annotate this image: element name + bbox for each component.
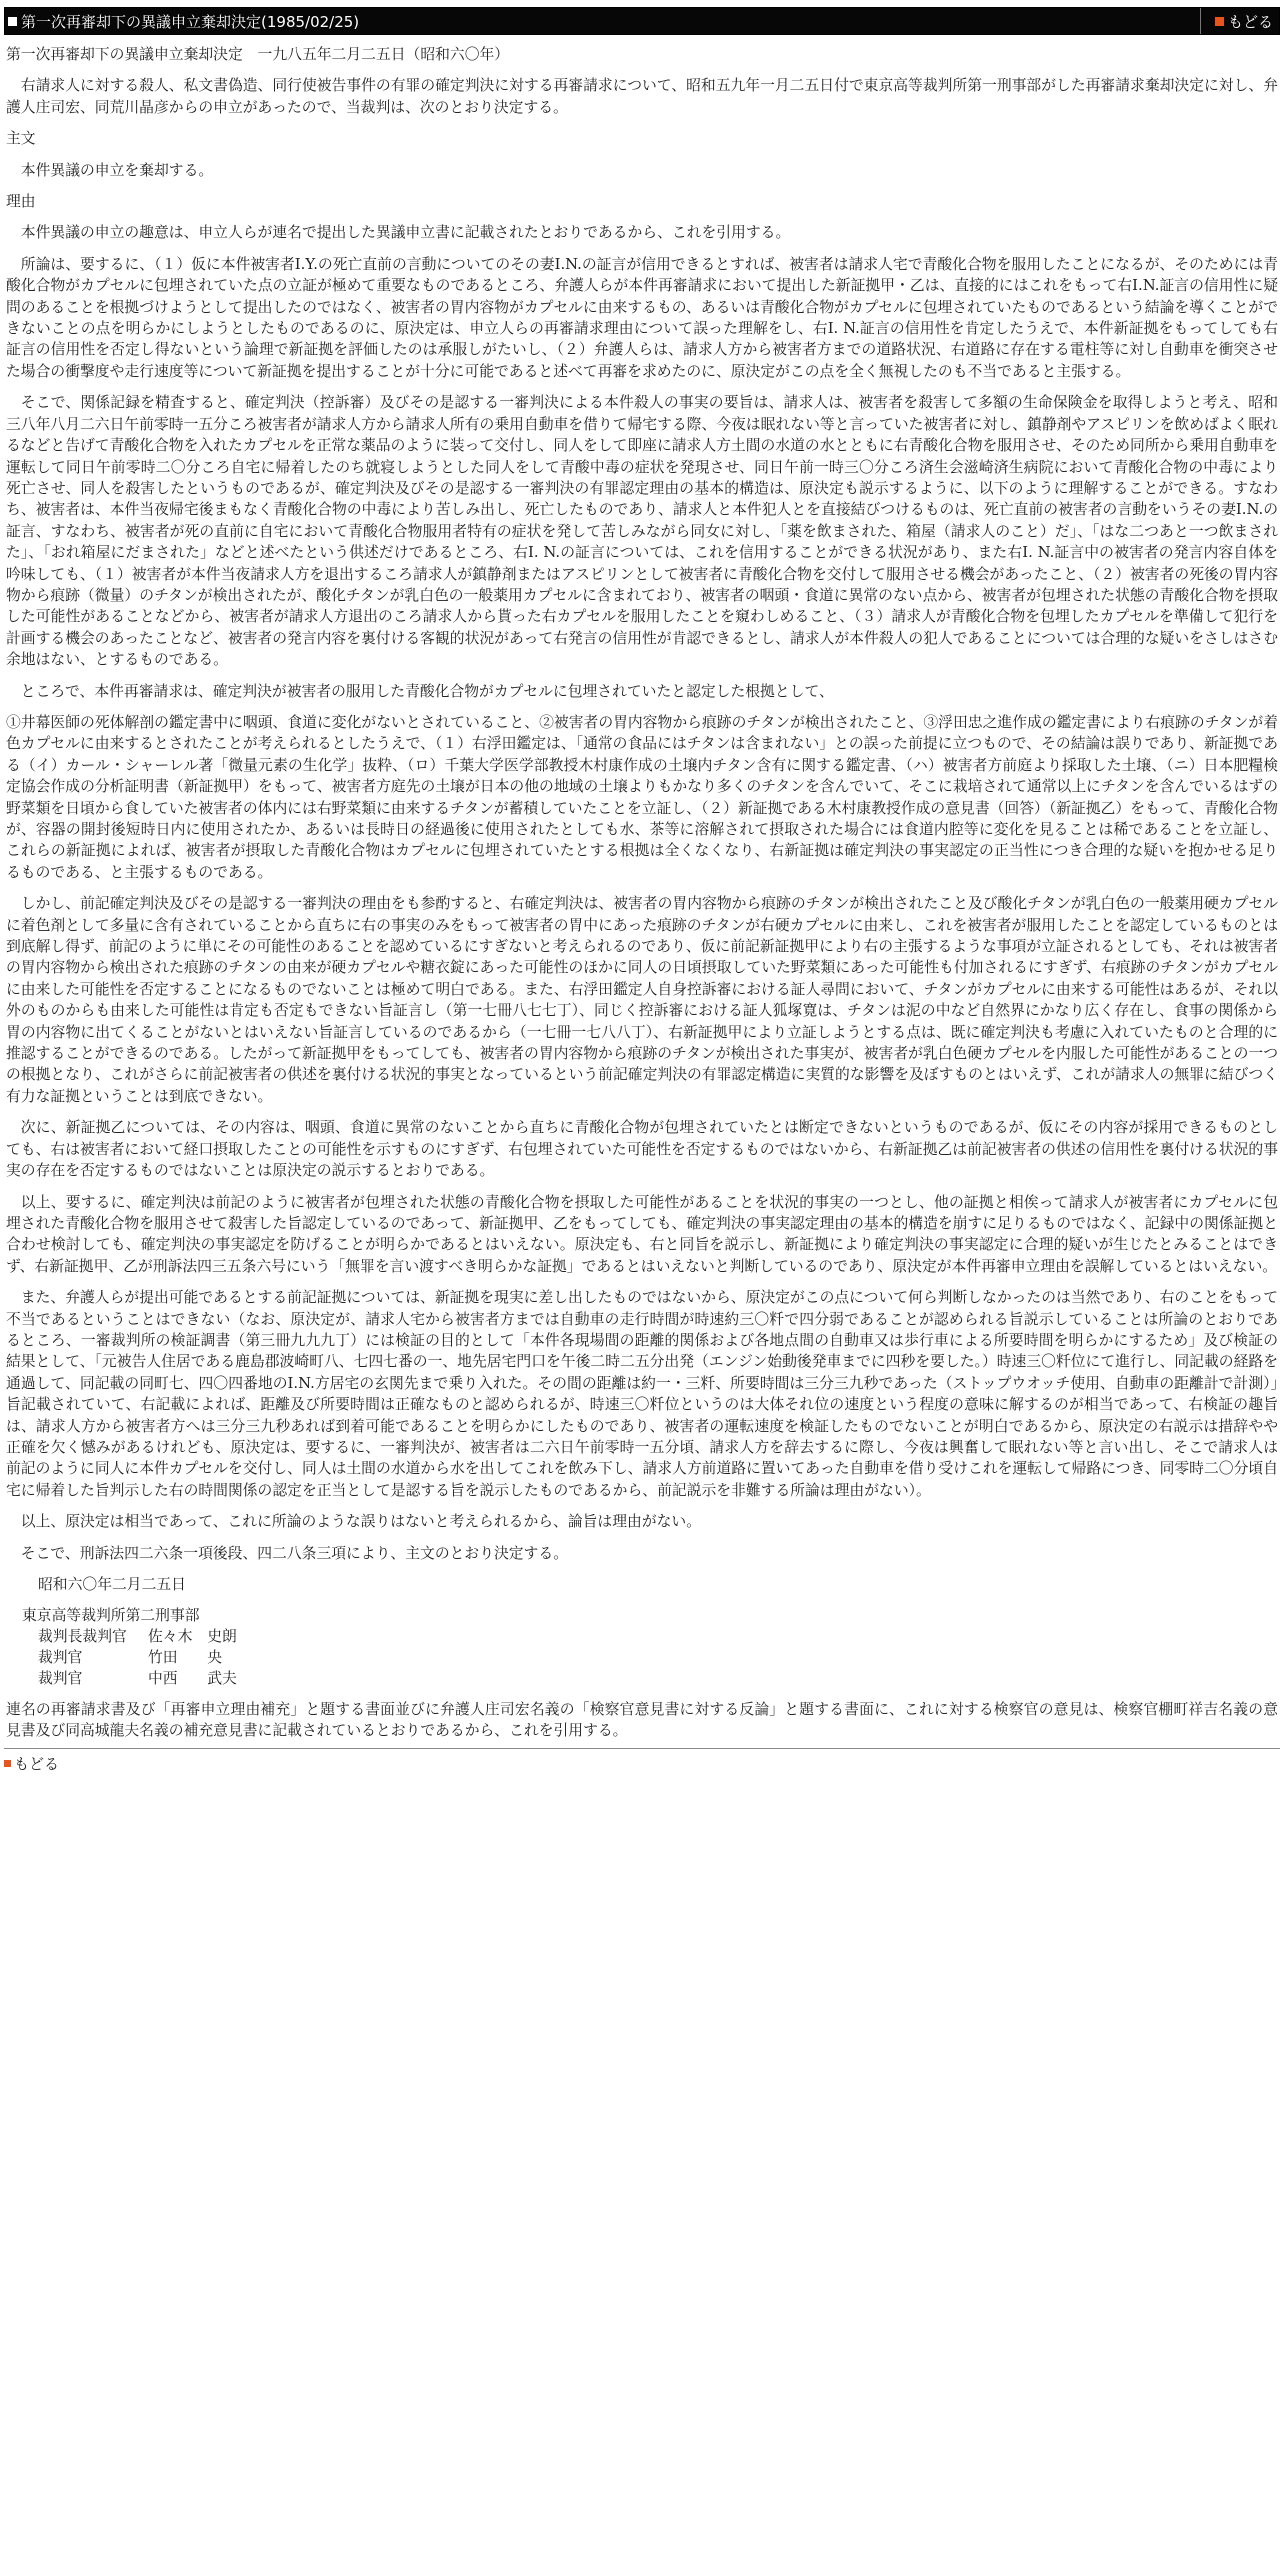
back-link-label[interactable]: もどる: [1227, 12, 1273, 31]
judge-row: [38, 1626, 1278, 1647]
judge-role: 裁判官: [38, 1649, 83, 1666]
reason-paragraph: 本件異議の申立の趣意は、申立人らが連名で提出した異議申立書に記載されたとおりであるから、これを引用する。: [20, 224, 791, 242]
main-text: 本件異議の申立を棄却する。: [20, 161, 214, 179]
judge-role: 裁判長裁判官: [38, 1628, 127, 1645]
back-link-label[interactable]: もどる: [14, 1754, 60, 1773]
preamble-paragraph: 右請求人に対する殺人、私文書偽造、同行使被告事件の有罪の確定判決に対する再審請求について、昭和五九年一月二五日付で東京高等裁判所第一刑事部がした再審請求棄却決定に対し、弁護人庄司宏、同荒川晶彦からの申立があったので、当裁判は、次のとおり決定する。: [6, 77, 1278, 116]
reason-paragraph: 次に、新証拠乙については、その内容は、咽頭、食道に異常のないことから直ちに青酸化合物が包埋されていたとは断定できないというものであるが、仮にその内容が採用できるものとしても、右は被害者において経口摂取したことの可能性を示すものにすぎず、右包埋されていた可能性を否定するものではないから、右新証拠乙は前記被害者の供述の信用性を裏付ける状況的事実の存在を否定するものではないことは原決定の説示するとおりである。: [6, 1119, 1278, 1180]
reason-paragraph: しかし、前記確定判決及びその是認する一審判決の理由をも参酌すると、右確定判決は、被害者の胃内容物から痕跡のチタンが検出されたこと及び酸化チタンが乳白色の一般薬用硬カプセルに着色剤として多量に含有されていることから直ちに右の事実のみをもって被害者の胃中にあった痕跡のチタンが右硬カプセルに由来し、これを被害者が服用したことを認定しているものとは到底解し得ず、前記のように単にその可能性のあることを認めているにすぎないと考えられるのであり、仮に前記新証拠甲により右の主張するような事項が立証されるとしても、それは被害者の胃内容物から検出された痕跡のチタンの由来が硬カプセルや糖衣錠にあった可能性のほかに同人の日頃摂取していた野菜類にあった可能性も付加されるにすぎず、右痕跡のチタンがカプセルに由来した可能性を否定することになるものでないことは極めて明白である。また、右浮田鑑定人自身控訴審における証人尋問において、チタンがカプセルに由来する可能性はあるが、それ以外のものからも由来した可能性は肯定も否定もできない旨証言し（第一七冊八七七丁）、同じく控訴審における証人狐塚寛は、チタンは泥の中など自然界にかなり広く存在し、食事の関係から胃の内容物に出てくることがないとはいえない旨証言しているのであるから（一七冊一七八八丁）、右新証拠甲により立証しようとする点は、既に確定判決も考慮に入れていたものと合理的に推認することができるのである。したがって新証拠甲をもってしても、被害者の胃内容物から痕跡のチタンが検出された事実が、被害者が乳白色硬カプセルを内服した可能性があることの一つの根拠となり、これがさらに前記被害者の供述を裏付ける状況的事実となっているという前記確定判決の有罪認定構造に実質的な影響を及ぼすものとはいえず、これが請求人の無罪に結びつく有力な証拠ということは到底できない。: [6, 895, 1278, 1105]
reason-paragraph: そこで、刑訴法四二六条一項後段、四二八条三項により、主文のとおり決定する。: [20, 1544, 568, 1562]
square-bullet-icon: [4, 1760, 11, 1767]
title-area: [5, 11, 359, 32]
title-bar: [4, 7, 1280, 35]
reason-paragraph: そこで、関係記録を精査すると、確定判決（控訴審）及びその是認する一審判決による本件殺人の事実の要旨は、請求人は、被害者を殺害して多額の生命保険金を取得しようと考え、昭和三八年八月二六日午前零時一五分ころ被害者が請求人方から請求人所有の乗用自動車を借りて帰宅する際、今夜は眠れない等と言っていた被害者に対し、鎮静剤やアスピリンを飲めばよく眠れるなどと告げて青酸化合物を入れたカプセルを正常な薬品のように装って交付し、同人をして即座に請求人方土間の水道の水とともに右青酸化合物を服用させ、そのため同所から乗用自動車を運転して同日午前零時二〇分ころ自宅に帰着したのち就寝しようとした同人をして青酸中毒の症状を発現させ、同日午前一時三〇分ころ済生会滋崎済生病院において青酸化合物の中毒により死亡させ、同人を殺害したというものであるが、確定判決及びその是認する一審判決の有罪認定理由の基本的構造は、原決定も説示するように、以下のように理解することができる。すなわち、被害者は、本件当夜帰宅後まもなく青酸化合物の中毒により苦しみ出し、死亡したものであり、請求人と本件犯人とを直接結びつけるものは、死亡直前の被害者の言動をいうその妻I.N.の証言、すなわち、被害者が死の直前に自宅において青酸化合物服用者特有の症状を発して苦しみながら同女に対し、「薬を飲まされた、箱屋（請求人のこと）だ」、「はな二つあと一つ飲まされた」、「おれ箱屋にだまされた」などと述べたという供述だけであるところ、右I. N.の証言については、これを信用することができる状況があり、また右I. N.証言中の被害者の発言内容自体を吟味しても、（１）被害者が本件当夜請求人方を退出するころ請求人が鎮静剤またはアスピリンとして被害者に青酸化合物を交付して服用させる機会があったこと、（２）被害者の死後の胃内容物から痕跡（微量）のチタンが検出されたが、酸化チタンが乳白色の一般薬用カプセルに含まれており、被害者の咽頭・食道に異常のない点から、被害者が包埋された状態の青酸化合物を摂取した可能性があることなどから、被害者が請求人方退出のころ請求人から貰った右カプセルを服用したことを窺わしめること、（３）請求人が青酸化合物を包埋したカプセルを準備して犯行を計画する機会のあったことなど、被害者の発言内容を裏付ける客観的状況があって右発言の信用性が肯認できるとし、請求人が本件殺人の犯人であることについては合理的な疑いをさしはさむ余地はない、とするものである。: [6, 394, 1278, 669]
judge-row: [38, 1647, 1278, 1668]
final-note: 連名の再審請求書及び「再審申立理由補充」と題する書面並びに弁護人庄司宏名義の「検察官意見書に対する反論」と題する書面に、これに対する検察官の意見は、検察官棚町祥吉名義の意見書及び同高城龍夫名義の補充意見書に記載されているとおりであるから、これを引用する。: [6, 1701, 1278, 1740]
back-link-bottom[interactable]: [4, 1753, 1280, 1774]
judge-role: 裁判官: [38, 1670, 83, 1687]
judge-row: [38, 1668, 1278, 1689]
judge-name: 佐々木 史朗: [148, 1628, 237, 1645]
judge-list: [6, 1626, 1278, 1689]
judge-name: 竹田 央: [148, 1649, 222, 1666]
reason-paragraph: また、弁護人らが提出可能であるとする前記証拠については、新証拠を現実に差し出したものではないから、原決定がこの点について何ら判断しなかったのは当然であり、右のことをもって不当であるということはできない（なお、原決定が、請求人宅から被害者方までは自動車の走行時間が時速約三〇粁で四分弱であることが認められる旨説示していることは所論のとおりであるところ、一審裁判所の検証調書（第三冊九九九丁）には検証の目的として「本件各現場間の距離的関係および各地点間の自動車又は歩行車による所要時間を明らかにするため」及び検証の結果として、「元被告人住居である鹿島郡波崎町八、七四七番の一、地先居宅門口を午後二時二五分出発（エンジン始動後発車までに四秒を要した。）時速三〇粁位にて進行し、同記載の経路を通過して、同記載の同町七、四〇四番地のI.N.方居宅の玄関先まで乗り入れた。その間の距離は約一・三粁、所要時間は三分三九秒であった（ストップウオッチ使用、自動車の距離計で計測）」旨記載されていて、右記載によれば、距離及び所要時間は正確なものと認められるが、時速三〇粁位というのは大体それ位の速度という程度の意味に解するのが相当であって、右検証の趣旨は、請求人方から被害者方へは三分三九秒あれば到着可能であることを明らかにしたものであり、被害者の運転速度を検証したものでないことが明白であるから、原決定の右説示は措辞やや正確を欠く憾みがあるけれども、原決定は、要するに、一審判決が、被害者は二六日午前零時一五分頃、請求人方を辞去するに際し、今夜は興奮して眠れない等と言い出し、そこで請求人は前記のように同人に本件カプセルを交付し、同人は土間の水道から水を出してこれを飲み下し、請求人方前道路に置いてあった自動車を借り受けこれを運転して帰路につき、同零時二〇分頃自宅に帰着した旨判示した右の時間関係の認定を正当として是認する旨を説示したものであるから、前記説示を非難する所論は理由がない）。: [6, 1289, 1278, 1499]
back-link-top[interactable]: [1200, 8, 1279, 34]
decision-date: 昭和六〇年二月二五日: [38, 1576, 186, 1593]
section-heading-reason: 理由: [6, 193, 36, 211]
square-bullet-icon: [1215, 17, 1224, 26]
page: [4, 7, 1280, 1774]
document-heading: 第一次再審却下の異議申立棄却決定 一九八五年二月二五日（昭和六〇年）: [6, 46, 510, 63]
reason-paragraph: 所論は、要するに、（１）仮に本件被害者I.Y.の死亡直前の言動についてのその妻I.N.の証言が信用できるとすれば、被害者は請求人宅で青酸化合物を服用したことになるが、そのためには青酸化合物がカプセルに包埋されていた点の立証が極めて重要なものであるところ、弁護人らが本件再審請求において提出した新証拠甲・乙は、直接的にはこれをもって右I.N.証言の信用性に疑問のあることを根拠づけようとして提出したのではなく、被害者の胃内容物がカプセルに由来するもの、あるいは青酸化合物がカプセルに包埋されていたものであるという結論を導くことができないことの点を明らかにしようとしたものであるのに、原決定は、申立人らの再審請求理由について誤った理解をし、右I. N.証言の信用性を肯定したうえで、本件新証拠をもってしても右証言の信用性を否定し得ないという論理で新証拠を評価したのは承服しがたいし、（２）弁護人らは、請求人方から被害者方までの道路状況、右道路に存在する電柱等に対し自動車を衝突させた場合の衝撃度や走行速度等について新証拠を提出することが十分に可能であると述べて再審を求めたのに、原決定がこの点を全く無視したのも不当であると主張する。: [6, 255, 1278, 380]
square-icon: [8, 17, 17, 26]
reason-paragraph: 以上、原決定は相当であって、これに所論のような誤りはないと考えられるから、論旨は理由がない。: [20, 1513, 702, 1531]
divider: [4, 1748, 1280, 1749]
reason-paragraph: ①井幕医師の死体解剖の鑑定書中に咽頭、食道に変化がないとされていること、②被害者の胃内容物から痕跡のチタンが検出されたこと、③浮田忠之進作成の鑑定書により右痕跡のチタンが着色カプセルに由来するとされたことが考えられるとしたうえで、（１）右浮田鑑定は、「通常の食品にはチタンは含まれない」との誤った前提に立つもので、その結論は誤りであり、新証拠である（イ）カール・シャーレル著「微量元素の生化学」抜粋、（ロ）千葉大学医学部教授木村康作成の土壌内チタン含有に関する鑑定書、（ハ）被害者方前庭より採取した土壌、（ニ）日本肥糧検定協会作成の分析証明書（新証拠甲）をもって、被害者方庭先の土壌が日本の他の地域の土壌よりもかなり多くのチタンを含んでいて、そこに栽培されて通常以上にチタンを含んでいるはずの野菜類を日頃から食していた被害者の体内には右野菜類に由来するチタンが蓄積していたことを立証し、（２）新証拠である木村康教授作成の意見書（回答）（新証拠乙）をもって、青酸化合物が、容器の開封後短時日内に使用されたか、あるいは長時日の経過後に使用されたとしても水、茶等に溶解されて摂取された場合には食道内腔等に変化を見ることは稀であることを立証し、これらの新証拠によれば、被害者が摂取した青酸化合物はカプセルに包埋されていたとする根拠は全くなくなり、右新証拠は確定判決の事実認定の正当性につき合理的な疑いを抱かせる足りるものである、と主張するものである。: [6, 713, 1278, 881]
judge-name: 中西 武夫: [148, 1670, 237, 1687]
section-heading-main: 主文: [6, 130, 36, 148]
court-name: 東京高等裁判所第二刑事部: [22, 1607, 200, 1624]
page-title: 第一次再審却下の異議申立棄却決定(1985/02/25): [21, 12, 360, 31]
reason-paragraph: ところで、本件再審請求は、確定判決が被害者の服用した青酸化合物がカプセルに包埋されていたと認定した根拠として、: [20, 682, 834, 700]
document-body: [4, 44, 1280, 1742]
reason-paragraph: 以上、要するに、確定判決は前記のように被害者が包埋された状態の青酸化合物を摂取した可能性があることを状況的事実の一つとし、他の証拠と相俟って請求人が被害者にカプセルに包埋された青酸化合物を服用させて殺害した旨認定しているのであって、新証拠甲、乙をもってしても、確定判決の事実認定理由の基本的構造を崩すに足りるものではなく、記録中の関係証拠と合わせ検討しても、確定判決の事実認定を防げることが明らかであるとはいえない。原決定も、右と同旨を説示し、新証拠により確定判決の事実認定に合理的疑いが生じたとみることはできず、右新証拠甲、乙が刑訴法四三五条六号にいう「無罪を言い渡すべき明らかな証拠」であるとはいえないと判断しているのであり、原決定が本件再審申立理由を誤解しているとはいえない。: [6, 1193, 1278, 1275]
